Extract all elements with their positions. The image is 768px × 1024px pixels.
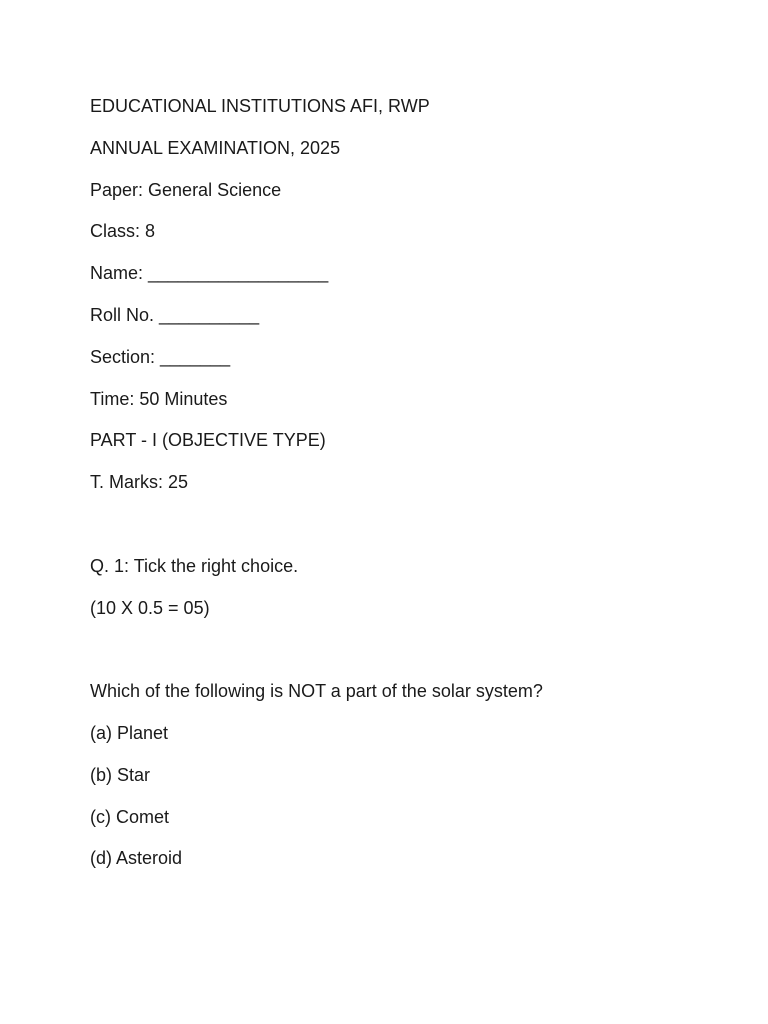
- name-field: Name: __________________: [90, 263, 329, 284]
- blank-spacer: [90, 512, 730, 536]
- part-heading: PART - I (OBJECTIVE TYPE): [90, 430, 326, 451]
- question-instruction: Q. 1: Tick the right choice.: [90, 555, 299, 576]
- option-b: (b) Star: [90, 764, 151, 785]
- class-line: Class: 8: [90, 221, 156, 242]
- option-a: (a) Planet: [90, 722, 169, 743]
- section-field: Section: _______: [90, 346, 231, 367]
- option-c: (c) Comet: [90, 806, 170, 827]
- option-d: (d) Asteroid: [90, 848, 183, 869]
- roll-no-field: Roll No. __________: [90, 304, 260, 325]
- total-marks: T. Marks: 25: [90, 472, 189, 493]
- question-marks: (10 X 0.5 = 05): [90, 597, 210, 618]
- document-content: [90, 94, 730, 888]
- question-text: Which of the following is NOT a part of the solar system?: [90, 681, 543, 702]
- institution-heading: EDUCATIONAL INSTITUTIONS AFI, RWP: [90, 96, 430, 116]
- paper-subject: Paper: General Science: [90, 179, 282, 200]
- exam-title: ANNUAL EXAMINATION, 2025: [90, 137, 341, 158]
- time-line: Time: 50 Minutes: [90, 388, 228, 409]
- blank-spacer: [90, 637, 730, 661]
